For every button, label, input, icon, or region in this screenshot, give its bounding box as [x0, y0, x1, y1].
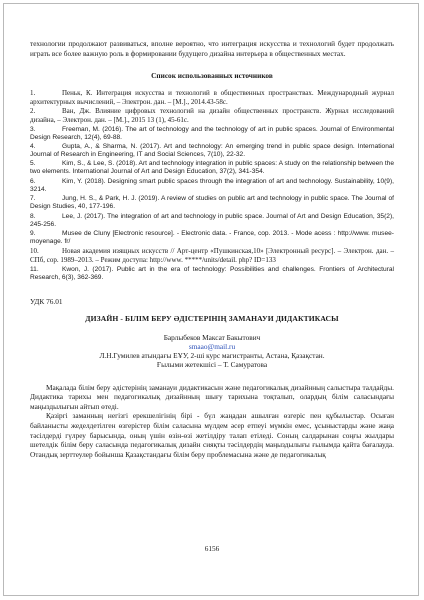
reference-number: 6. [30, 177, 36, 185]
references-list [30, 89, 394, 281]
reference-number: 8. [30, 212, 36, 220]
udc-code: УДК 76.01 [30, 296, 63, 306]
reference-item [30, 178, 394, 194]
reference-text: Jung, H. S., & Park, H. J. (2019). A review of studies on public art and technology in public space. The Journal of Design Studies, 40, 177-196. [30, 195, 394, 211]
reference-number: 1. [30, 89, 36, 98]
reference-text: Пеньк, К. Интеграция искусства и технологий в общественных пространствах. Международный журнал архитектурных вычислений, – Электрон. дан. – [М.]., 2014.43-58с. [30, 89, 394, 106]
author-email[interactable]: smaao@mail.ru [188, 341, 236, 351]
reference-number: 5. [30, 160, 36, 168]
reference-item [30, 126, 394, 142]
reference-text: Freeman, M. (2016). The art of technology and the technology of art in public spaces. Journal of Environmental Design Research, 12(4), 69-88. [30, 125, 394, 141]
reference-text: Musee de Cluny [Electronic resource]. - Electronic data. - France, cop. 2013. - Mode acess : http://www. musee-moyenage. fr/ [30, 229, 394, 245]
body-paragraph: Мақалада білім беру әдістерінің заманауи дидактикасын және педагогикалық дизайнның салыстыра талдайды. Дидактика тарихы мен педагогикалық дизайнның шығу тарихына тоқталып, олардың білім саласындағы маңыздылығын айтып өтеді. [30, 382, 394, 411]
reference-text: Kim, Y. (2018). Designing smart public spaces through the integration of art and technology. Sustainability, 10(9), 3214. [30, 177, 394, 193]
reference-number: 3. [30, 125, 36, 133]
reference-item [30, 89, 394, 106]
reference-item [30, 247, 394, 264]
reference-item [30, 195, 394, 211]
body-paragraph: Қазіргі заманның негізгі ерекшелігінің бірі - бүл жаңадан ашылған өзгеріс пен құбылыстар. Осыған байланысты жеделдетілген өзгерістер білім саласына мүлдем әсер етпеуі мүмкін емес, ұсыныстарды және жаңа тәсілдерді гүлреу барысында, оның үшін өзін-өзі жетілдіру талап етіледі. Соның салдарынан соңғы жылдары шетелдік білім беру саласында педагогикалық дизайн сияқты тәсілдердің маңыздылығы ғылымда қайта бағалауда. Отандық зерттеулер бойынша Қазақстандағы білім беру проблемасына және де педагогикалық [30, 411, 394, 459]
document-page [30, 39, 394, 459]
author-name: Барлыбеков Максат Бакытович [163, 332, 261, 342]
reference-item [30, 143, 394, 159]
reference-text: Новая академия изящных искусств // Арт-центр «Пушкинская,10» [Электронный ресурс]. – Электрон. дан. – СПб, cop. 1989–2013. – Режим доступа: http://www. *****/units/detail. php? ID=133 [30, 247, 394, 264]
supervisor: Ғылыми жетекшісі – Т. Самуратова [156, 359, 268, 369]
reference-number: 7. [30, 195, 36, 203]
reference-number: 9. [30, 229, 36, 237]
page-number: 6156 [204, 544, 220, 553]
references-title: Список использованных источников [151, 71, 273, 81]
reference-number: 2. [30, 107, 36, 116]
reference-text: Gupta, A., & Sharma, N. (2017). Art and technology: An emerging trend in public space design. International Journal of Research in Engineering, IT and Social Sciences, 7(10), 22-32. [30, 142, 394, 158]
reference-item [30, 230, 394, 246]
reference-text: Kwon, J. (2017). Public art in the era of technology: Possibilities and challenges. Frontiers of Architectural Research, 6(3), 362-369. [30, 265, 394, 281]
reference-text: Kim, S., & Lee, S. (2018). Art and technology integration in public spaces: A study on the relationship between the two elements. International Journal of Art and Design Education, 37(2), 341-354. [30, 160, 394, 176]
reference-number: 10. [30, 247, 39, 256]
reference-item [30, 213, 394, 229]
reference-item [30, 107, 394, 124]
reference-number: 4. [30, 142, 36, 150]
reference-item [30, 266, 394, 282]
reference-text: Ван, Дж. Влияние цифровых технологий на дизайн общественных пространств. Журнал исследований дизайна, – Электрон. дан. – [М.]., 2015 13 (1), 45-61с. [30, 107, 394, 124]
author-affiliation: Л.Н.Гумилев атындағы ЕҰУ, 2-ші курс магистранты, Астана, Қазақстан. [99, 350, 325, 360]
reference-item [30, 160, 394, 176]
article-title: ДИЗАЙН - БІЛІМ БЕРУ ӘДІСТЕРІНІҢ ЗАМАНАУИ ДИДАКТИКАСЫ [85, 313, 339, 323]
reference-number: 11. [30, 265, 39, 273]
reference-text: Lee, J. (2017). The integration of art and technology in public space. Journal of Art and Design Education, 35(2), 245-256. [30, 212, 394, 228]
intro-paragraph: технологии продолжают развиваться, вполне вероятно, что интеграция искусства и технологий будет продолжать играть все более важную роль в формировании будущего дизайна интерьера в общественных местах. [30, 39, 394, 58]
